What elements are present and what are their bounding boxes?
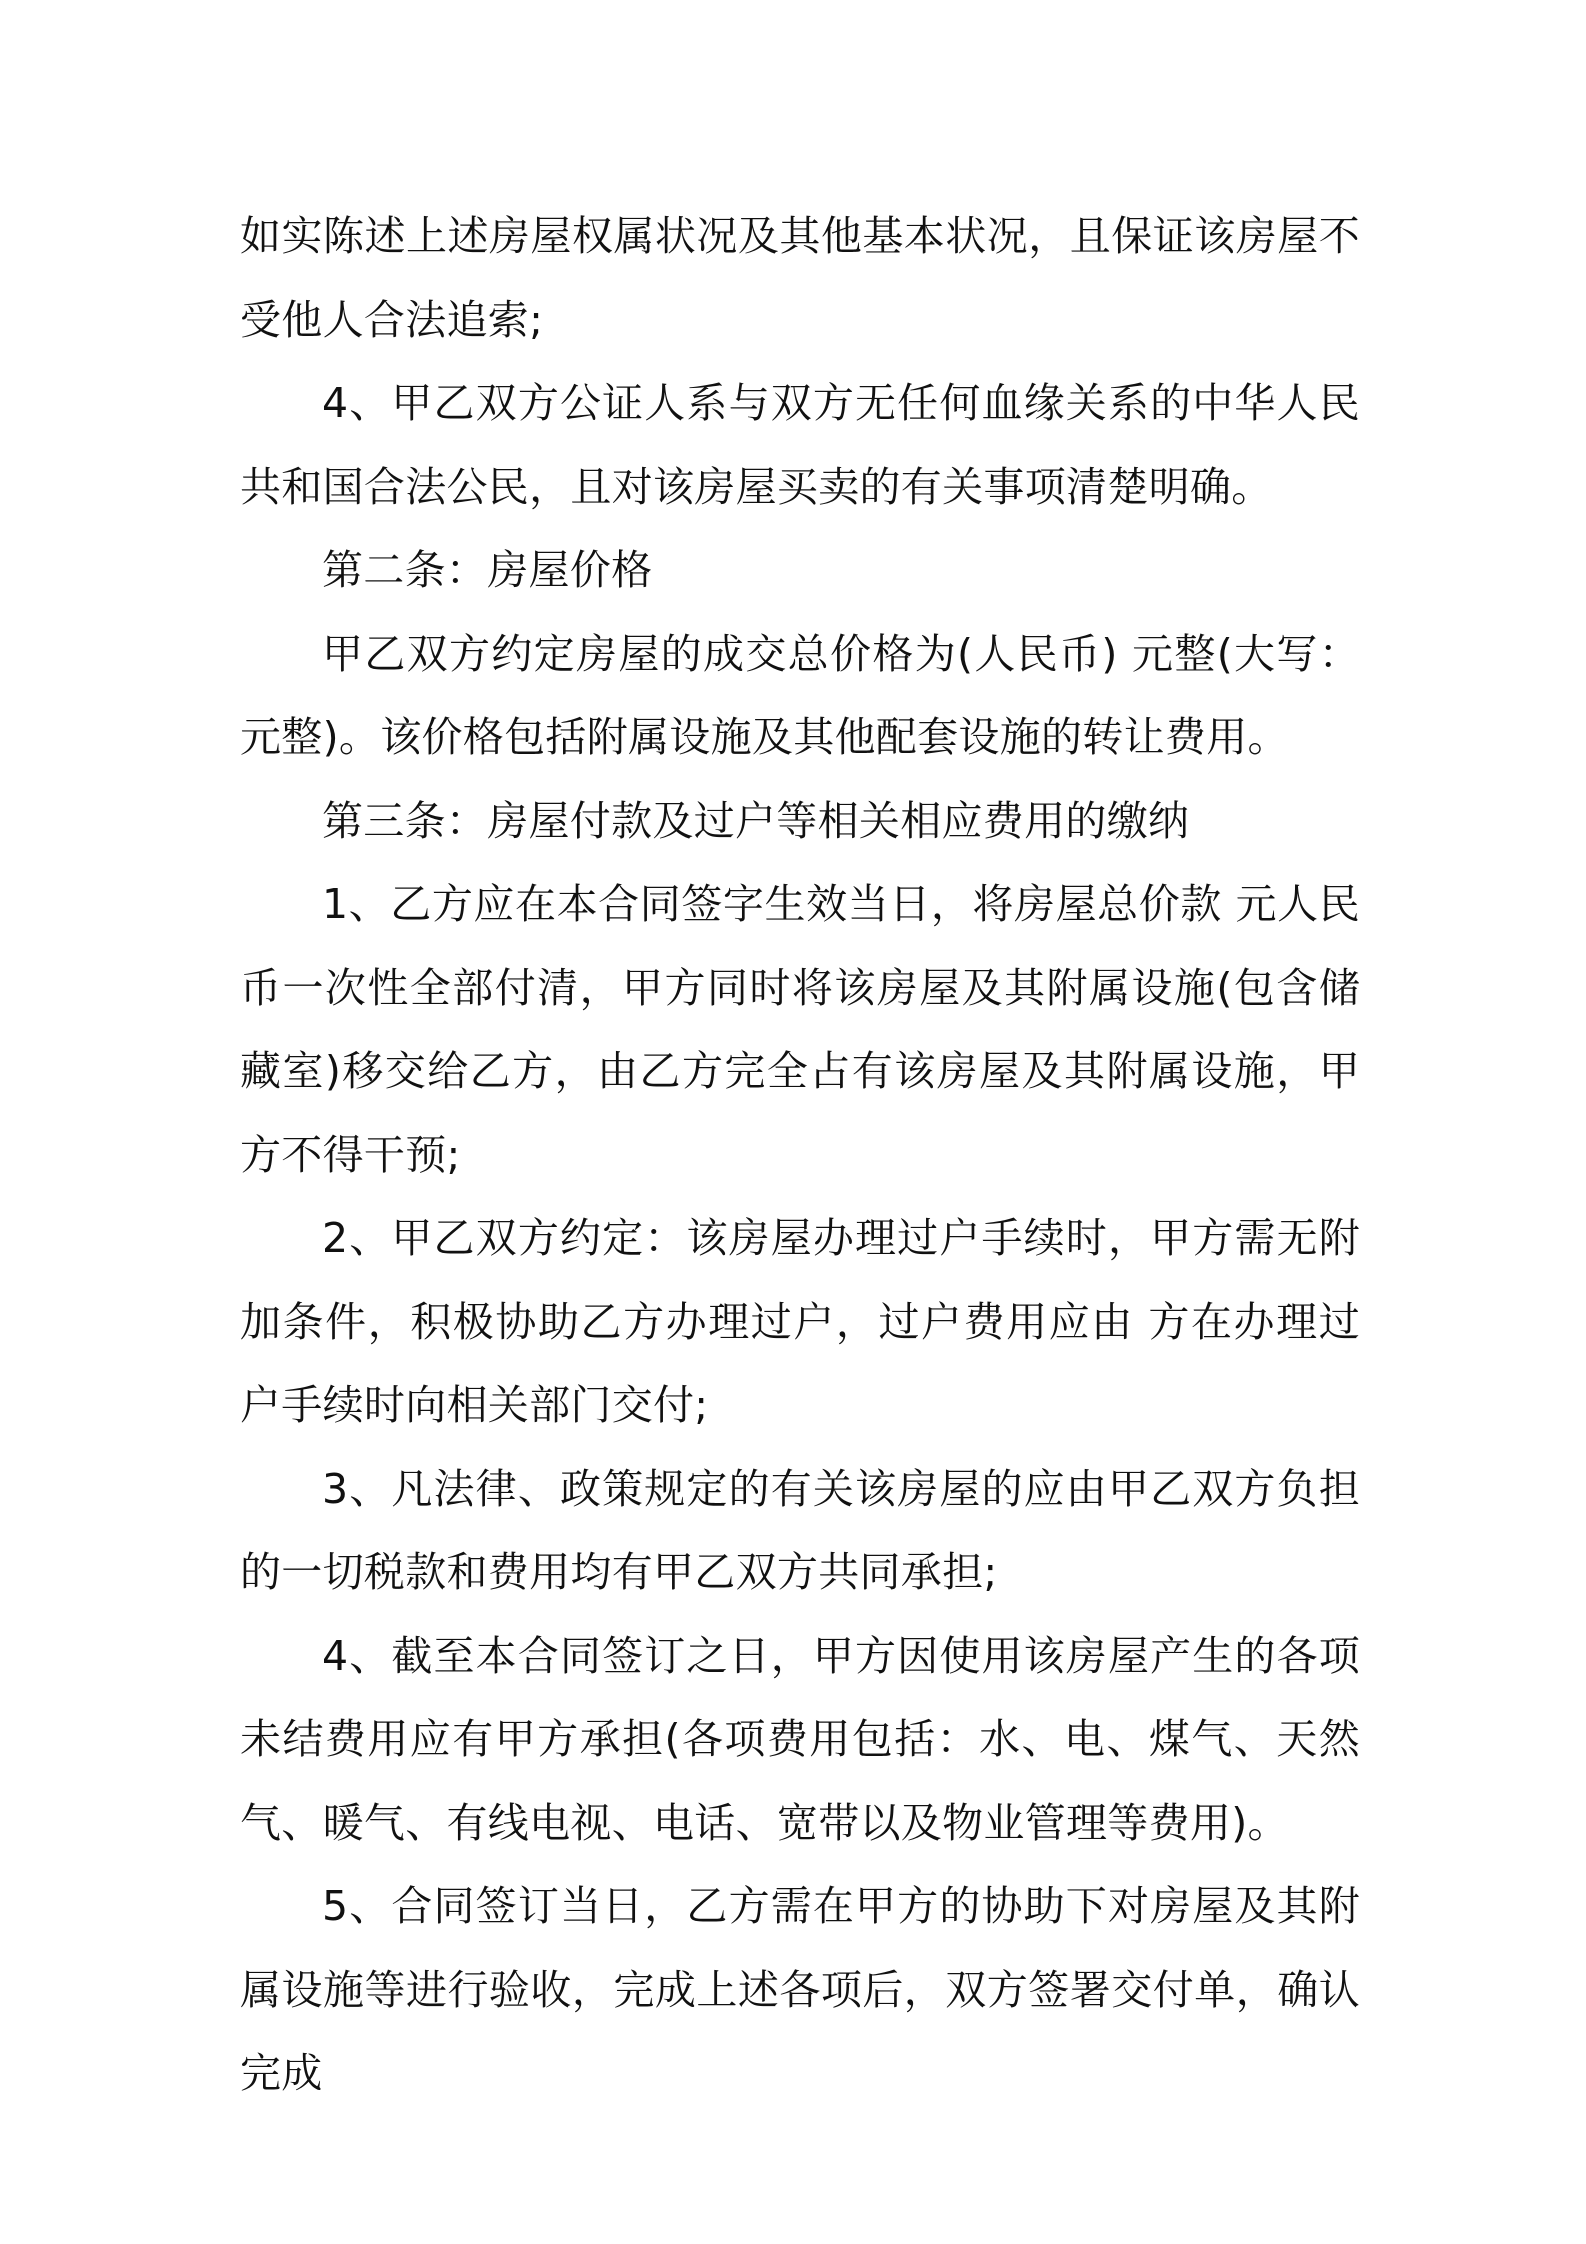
paragraph-clause-4-fees: 4、截至本合同签订之日，甲方因使用该房屋产生的各项未结费用应有甲方承担(各项费用包括：水、电、煤气、天然气、暖气、有线电视、电话、宽带以及物业管理等费用)。 xyxy=(240,1631,1360,1847)
section-heading-article-3: 第三条：房屋付款及过户等相关相应费用的缴纳 xyxy=(322,796,1190,845)
paragraph-price: 甲乙双方约定房屋的成交总价格为(人民币) 元整(大写：元整)。该价格包括附属设施及其他配套设施的转让费用。 xyxy=(240,629,1360,761)
paragraph-clause-1-payment: 1、乙方应在本合同签字生效当日，将房屋总价款 元人民币一次性全部付清，甲方同时将该房屋及其附属设施(包含储藏室)移交给乙方，由乙方完全占有该房屋及其附属设施，甲方不得干预; xyxy=(240,880,1360,1179)
paragraph-clause-2-transfer: 2、甲乙双方约定：该房屋办理过户手续时，甲方需无附加条件，积极协助乙方办理过户，过户费用应由 方在办理过户手续时向相关部门交付; xyxy=(240,1214,1360,1429)
paragraph-clause-3-taxes: 3、凡法律、政策规定的有关该房屋的应由甲乙双方负担的一切税款和费用均有甲乙双方共同承担; xyxy=(240,1464,1360,1596)
paragraph-clause-4-notary: 4、甲乙双方公证人系与双方无任何血缘关系的中华人民共和国合法公民，且对该房屋买卖的有关事项清楚明确。 xyxy=(240,379,1360,511)
contract-body xyxy=(240,195,1360,2116)
section-heading-article-2: 第二条：房屋价格 xyxy=(322,546,653,594)
paragraph-ownership-statement: 如实陈述上述房屋权属状况及其他基本状况，且保证该房屋不受他人合法追索; xyxy=(240,212,1360,344)
paragraph-clause-5-inspection: 5、合同签订当日，乙方需在甲方的协助下对房屋及其附属设施等进行验收，完成上述各项后，双方签署交付单，确认完成 xyxy=(240,1882,1360,2097)
